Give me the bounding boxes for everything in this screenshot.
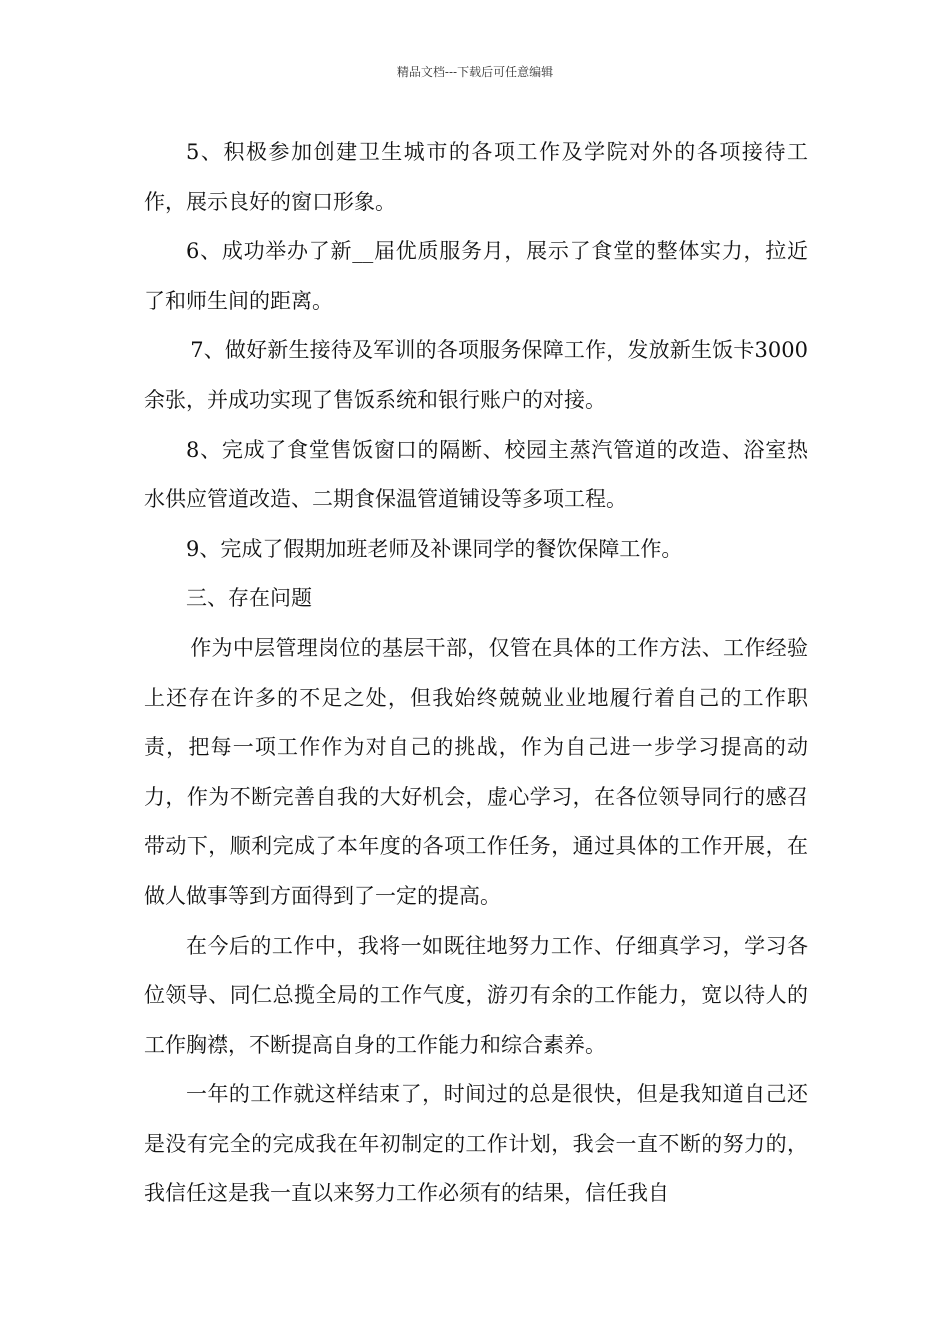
document-body <box>144 128 808 1219</box>
paragraph-item-9: 9、完成了假期加班老师及补课同学的餐饮保障工作。 <box>186 536 683 561</box>
paragraph-item-5: 5、积极参加创建卫生城市的各项工作及学院对外的各项接待工作，展示良好的窗口形象。 <box>144 140 808 214</box>
paragraph-item-6: 6、成功举办了新__届优质服务月，展示了食堂的整体实力，拉近了和师生间的距离。 <box>144 239 808 313</box>
paragraph-problems: 作为中层管理岗位的基层干部，仅管在具体的工作方法、工作经验上还存在许多的不足之处，但我始终兢兢业业地履行着自己的工作职责，把每一项工作作为对自己的挑战，作为自己进一步学习提高的动力，作为不断完善自我的大好机会，虚心学习，在各位领导同行的感召带动下，顺利完成了本年度的各项工作任务，通过具体的工作开展，在做人做事等到方面得到了一定的提高。 <box>144 635 808 908</box>
paragraph-future-work: 在今后的工作中，我将一如既往地努力工作、仔细真学习，学习各位领导、同仁总揽全局的工作气度，游刃有余的工作能力，宽以待人的工作胸襟，不断提高自身的工作能力和综合素养。 <box>144 933 808 1057</box>
paragraph-item-8: 8、完成了食堂售饭窗口的隔断、校园主蒸汽管道的改造、浴室热水供应管道改造、二期食保温管道铺设等多项工程。 <box>144 437 808 512</box>
page-header: 精品文档---下载后可任意编辑 <box>396 65 554 79</box>
paragraph-year-summary: 一年的工作就这样结束了，时间过的总是很快，但是我知道自己还是没有完全的完成我在年初制定的工作计划，我会一直不断的努力的，我信任这是我一直以来努力工作必须有的结果，信任我自 <box>144 1082 808 1206</box>
section-heading-problems: 三、存在问题 <box>186 586 312 611</box>
paragraph-item-7: 7、做好新生接待及军训的各项服务保障工作，发放新生饭卡3000余张，并成功实现了售饭系统和银行账户的对接。 <box>144 338 808 412</box>
